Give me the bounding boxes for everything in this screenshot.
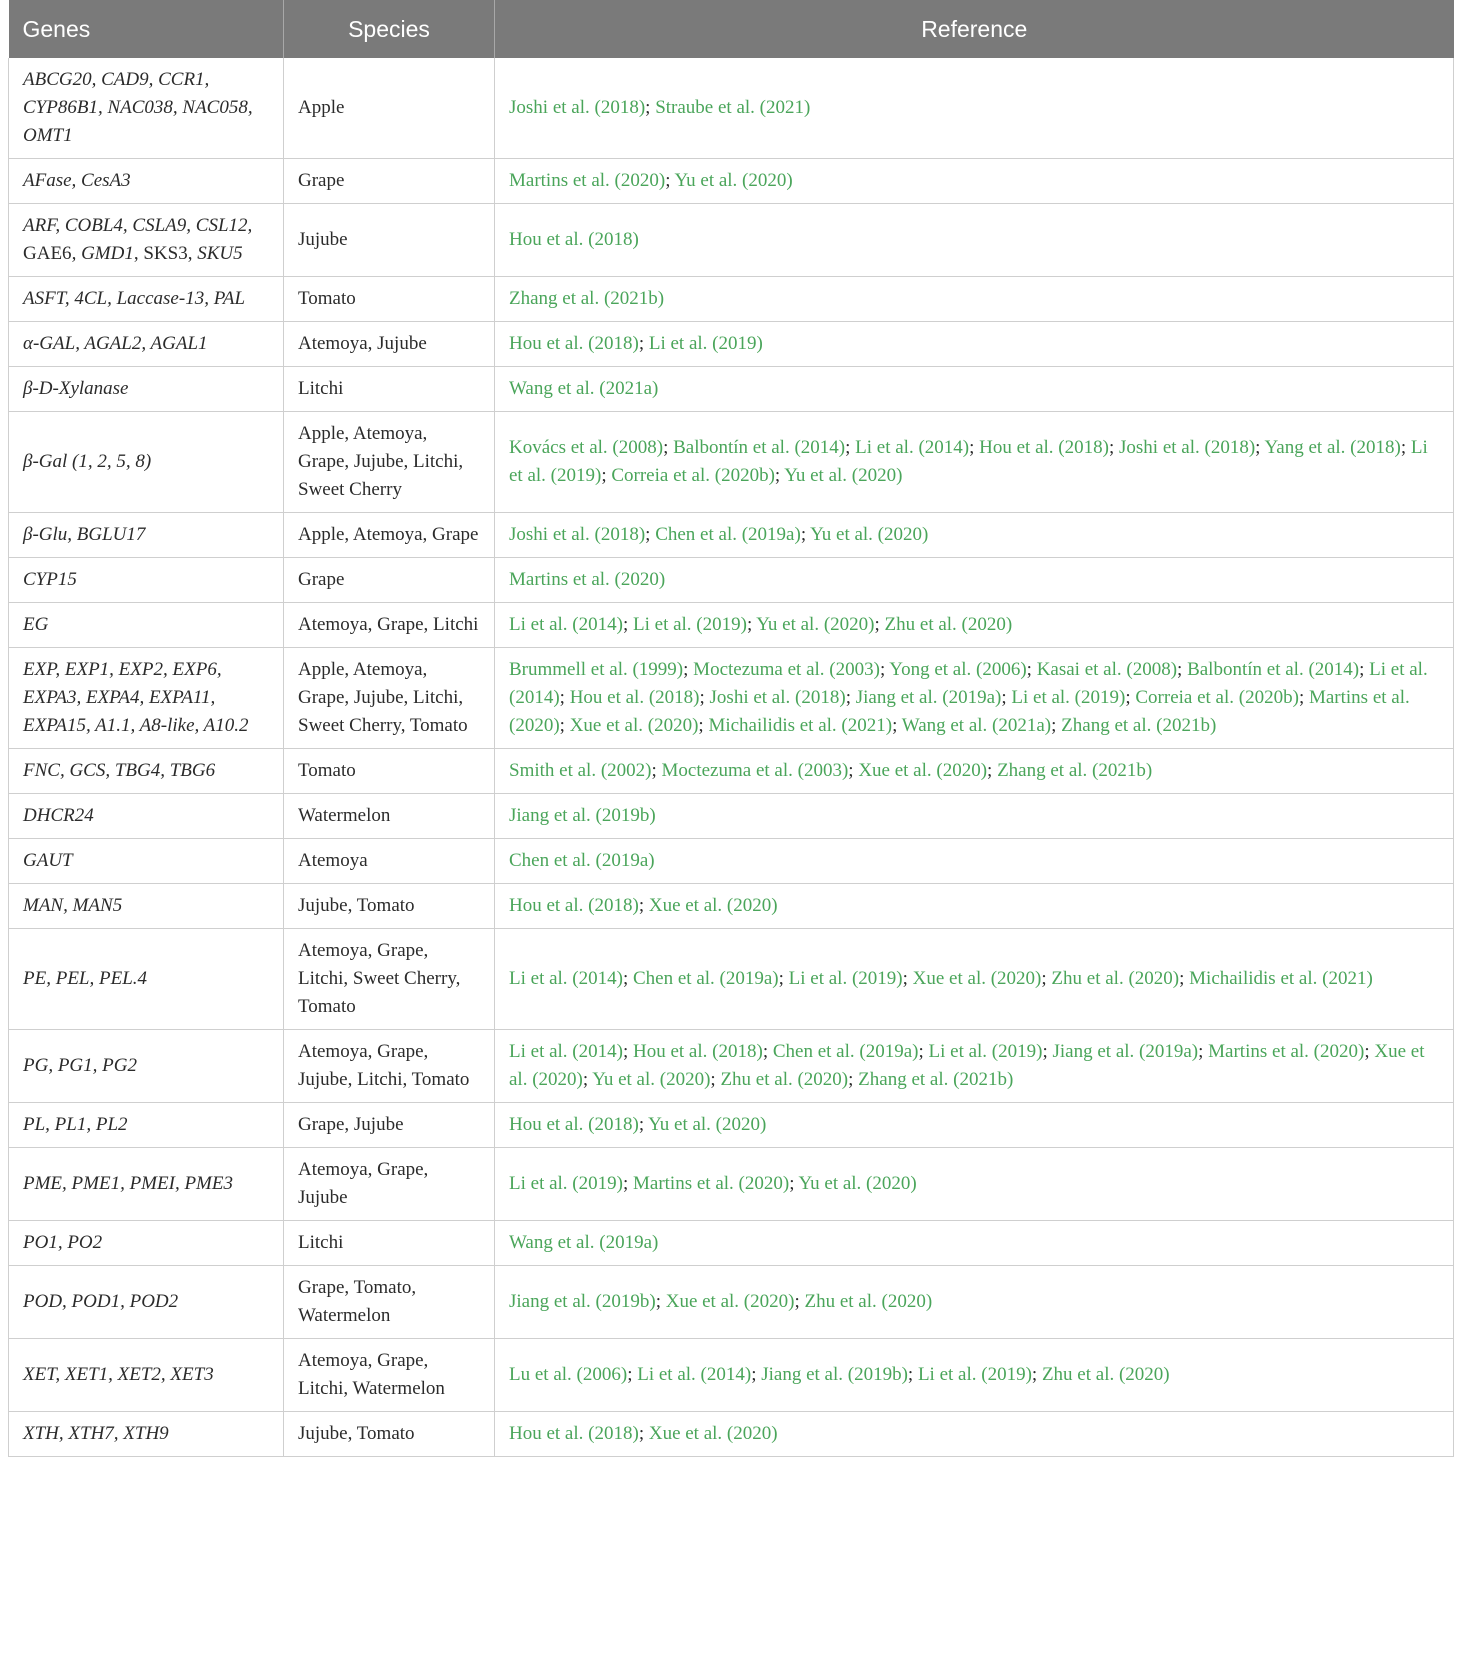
table-header <box>9 0 1454 58</box>
reference-separator: ; <box>622 968 633 989</box>
reference-link[interactable]: Jiang et al. (2019a) <box>855 687 1002 708</box>
header-species: Species <box>284 0 495 58</box>
reference-separator: ; <box>1298 687 1309 708</box>
table-row <box>9 648 1454 749</box>
reference-link[interactable]: Yu et al. (2020) <box>592 1069 711 1090</box>
species-cell: Atemoya <box>284 839 495 884</box>
reference-link[interactable]: Michailidis et al. (2021) <box>1189 968 1373 989</box>
species-cell: Atemoya, Grape, Litchi <box>284 603 495 648</box>
reference-separator: ; <box>800 524 811 545</box>
species-cell: Atemoya, Grape, Litchi, Sweet Cherry, Tomato <box>284 929 495 1030</box>
reference-separator: ; <box>1026 659 1037 680</box>
reference-cell <box>495 929 1454 1030</box>
reference-link[interactable]: Joshi et al. (2018) <box>1119 437 1256 458</box>
reference-link[interactable]: Hou et al. (2018) <box>509 895 639 916</box>
gene-text: EXP, EXP1, EXP2, EXP6, EXPA3, EXPA4, EXPA11, EXPA15, A1.1, A8-like, A10.2 <box>23 659 249 736</box>
reference-link[interactable]: Hou et al. (2018) <box>633 1041 763 1062</box>
reference-link[interactable]: Chen et al. (2019a) <box>633 968 779 989</box>
reference-cell <box>495 277 1454 322</box>
gene-text: GMD1 <box>81 243 134 264</box>
reference-cell <box>495 794 1454 839</box>
reference-separator: ; <box>683 659 694 680</box>
reference-link[interactable]: Li et al. (2019) <box>648 333 763 354</box>
genes-cell <box>9 1103 284 1148</box>
reference-separator: ; <box>663 437 674 458</box>
species-cell: Grape <box>284 159 495 204</box>
reference-separator: ; <box>1255 437 1265 458</box>
reference-link[interactable]: Hou et al. (2018) <box>509 1114 639 1135</box>
reference-link[interactable]: Jiang et al. (2019b) <box>761 1364 908 1385</box>
reference-separator: ; <box>879 659 890 680</box>
table-row <box>9 884 1454 929</box>
species-cell: Jujube, Tomato <box>284 1412 495 1457</box>
genes-cell <box>9 749 284 794</box>
table-row <box>9 1339 1454 1412</box>
table-row <box>9 1103 1454 1148</box>
reference-link[interactable]: Li et al. (2014) <box>509 968 623 989</box>
genes-cell <box>9 884 284 929</box>
table-row <box>9 558 1454 603</box>
reference-link[interactable]: Zhu et al. (2020) <box>804 1291 933 1312</box>
reference-separator: ; <box>751 1364 762 1385</box>
reference-link[interactable]: Wang et al. (2021a) <box>901 715 1052 736</box>
header-row <box>9 0 1454 58</box>
gene-text: ASFT, 4CL, Laccase-13, PAL <box>23 288 246 309</box>
genes-cell <box>9 513 284 558</box>
genes-cell <box>9 929 284 1030</box>
gene-text: ABCG20, CAD9, CCR1, CYP86B1, NAC038, NAC058, OMT1 <box>23 69 253 146</box>
reference-separator: ; <box>651 760 662 781</box>
reference-separator: ; <box>638 895 649 916</box>
reference-separator: ; <box>1179 968 1190 989</box>
reference-separator: ; <box>559 687 570 708</box>
reference-separator: ; <box>582 1069 593 1090</box>
header-reference: Reference <box>495 0 1454 58</box>
reference-link[interactable]: Lu et al. (2006) <box>509 1364 628 1385</box>
reference-separator: ; <box>1042 1041 1053 1062</box>
reference-link[interactable]: Martins et al. (2020) <box>509 569 666 590</box>
reference-separator: ; <box>1359 659 1370 680</box>
table-row <box>9 159 1454 204</box>
reference-link[interactable]: Li et al. (2019) <box>788 968 903 989</box>
gene-text: , <box>71 243 82 264</box>
reference-link[interactable]: Kasai et al. (2008) <box>1036 659 1178 680</box>
reference-separator: ; <box>902 968 913 989</box>
species-cell: Litchi <box>284 1221 495 1266</box>
reference-link[interactable]: Hou et al. (2018) <box>509 333 639 354</box>
reference-cell <box>495 412 1454 513</box>
genes-cell <box>9 159 284 204</box>
reference-link[interactable]: Joshi et al. (2018) <box>709 687 846 708</box>
genes-cell <box>9 367 284 412</box>
reference-cell <box>495 1412 1454 1457</box>
gene-text: FNC, GCS, TBG4, TBG6 <box>23 760 216 781</box>
reference-separator: ; <box>1031 1364 1042 1385</box>
species-cell: Grape, Jujube <box>284 1103 495 1148</box>
reference-cell <box>495 58 1454 159</box>
gene-text: GAUT <box>23 850 73 871</box>
gene-text: β-D-Xylanase <box>23 378 129 399</box>
reference-cell <box>495 558 1454 603</box>
reference-link[interactable]: Hou et al. (2018) <box>509 1423 639 1444</box>
reference-separator: ; <box>778 968 789 989</box>
reference-separator: ; <box>969 437 980 458</box>
species-cell: Apple, Atemoya, Grape, Jujube, Litchi, Sweet Cherry <box>284 412 495 513</box>
reference-link[interactable]: Li et al. (2019) <box>633 614 747 635</box>
reference-cell <box>495 1339 1454 1412</box>
gene-text: XTH, XTH7, XTH9 <box>23 1423 169 1444</box>
reference-link[interactable]: Yong et al. (2006) <box>889 659 1027 680</box>
gene-text: PE, PEL, PEL.4 <box>23 968 148 989</box>
reference-separator: ; <box>1041 968 1052 989</box>
reference-link[interactable]: Yu et al. (2020) <box>648 1114 767 1135</box>
reference-separator: ; <box>1364 1041 1375 1062</box>
species-cell: Apple <box>284 58 495 159</box>
reference-separator: ; <box>638 1423 649 1444</box>
reference-separator: ; <box>655 1291 666 1312</box>
reference-separator: ; <box>762 1041 773 1062</box>
reference-separator: ; <box>1001 687 1012 708</box>
reference-link[interactable]: Yu et al. (2020) <box>798 1173 917 1194</box>
reference-separator: ; <box>710 1069 721 1090</box>
reference-link[interactable]: Straube et al. (2021) <box>655 97 811 118</box>
reference-link[interactable]: Li et al. (2019) <box>509 1173 623 1194</box>
reference-cell <box>495 749 1454 794</box>
reference-link[interactable]: Yu et al. (2020) <box>674 170 793 191</box>
reference-link[interactable]: Wang et al. (2019a) <box>509 1232 659 1253</box>
table-row <box>9 1030 1454 1103</box>
reference-cell <box>495 367 1454 412</box>
reference-link[interactable]: Zhang et al. (2021b) <box>509 288 665 309</box>
genes-cell <box>9 412 284 513</box>
reference-link[interactable]: Chen et al. (2019a) <box>509 850 655 871</box>
reference-cell <box>495 1266 1454 1339</box>
reference-link[interactable]: Xue et al. (2020) <box>858 760 988 781</box>
reference-link[interactable]: Yu et al. (2020) <box>784 465 903 486</box>
reference-separator: ; <box>789 1173 799 1194</box>
gene-text: SKU5 <box>197 243 243 264</box>
reference-separator: ; <box>848 1069 859 1090</box>
reference-cell <box>495 603 1454 648</box>
genes-cell <box>9 558 284 603</box>
reference-link[interactable]: Martins et al. (2020) <box>633 1173 790 1194</box>
reference-separator: ; <box>559 715 570 736</box>
reference-separator: ; <box>1125 687 1136 708</box>
reference-link[interactable]: Joshi et al. (2018) <box>509 97 646 118</box>
reference-link[interactable]: Jiang et al. (2019b) <box>509 1291 656 1312</box>
reference-link[interactable]: Li et al. (2019) <box>928 1041 1043 1062</box>
table-row <box>9 58 1454 159</box>
reference-link[interactable]: Moctezuma et al. (2003) <box>661 760 849 781</box>
reference-link[interactable]: Correia et al. (2020b) <box>1135 687 1299 708</box>
reference-separator: ; <box>892 715 902 736</box>
reference-separator: ; <box>987 760 998 781</box>
table-row <box>9 367 1454 412</box>
genes-cell <box>9 277 284 322</box>
reference-link[interactable]: Xue et al. (2020) <box>648 1423 778 1444</box>
reference-separator: ; <box>874 614 885 635</box>
table-row <box>9 839 1454 884</box>
reference-cell <box>495 204 1454 277</box>
table-row <box>9 513 1454 558</box>
reference-cell <box>495 1148 1454 1221</box>
reference-separator: ; <box>601 465 612 486</box>
gene-text: AFase, CesA3 <box>23 170 131 191</box>
species-cell: Apple, Atemoya, Grape <box>284 513 495 558</box>
reference-link[interactable]: Li et al. (2014) <box>855 437 970 458</box>
reference-link[interactable]: Li et al. (2014) <box>509 614 623 635</box>
reference-link[interactable]: Zhu et al. (2020) <box>1041 1364 1170 1385</box>
reference-link[interactable]: Li et al. (2014) <box>509 659 1428 708</box>
species-cell: Grape, Tomato, Watermelon <box>284 1266 495 1339</box>
reference-separator: ; <box>638 333 649 354</box>
reference-separator: ; <box>1198 1041 1209 1062</box>
reference-separator: ; <box>746 614 757 635</box>
reference-separator: ; <box>638 1114 649 1135</box>
header-genes: Genes <box>9 0 284 58</box>
gene-text: SKS3, <box>138 243 198 264</box>
genes-cell <box>9 1030 284 1103</box>
species-cell: Jujube <box>284 204 495 277</box>
reference-link[interactable]: Yu et al. (2020) <box>810 524 929 545</box>
reference-separator: ; <box>848 760 859 781</box>
table-row <box>9 1148 1454 1221</box>
reference-separator: ; <box>1051 715 1062 736</box>
genes-cell <box>9 603 284 648</box>
reference-link[interactable]: Moctezuma et al. (2003) <box>693 659 880 680</box>
reference-link[interactable]: Hou et al. (2018) <box>509 229 639 250</box>
genes-cell <box>9 1266 284 1339</box>
gene-text: EG <box>23 614 49 635</box>
reference-separator: ; <box>622 1041 633 1062</box>
reference-link[interactable]: Xue et al. (2020) <box>665 1291 795 1312</box>
reference-link[interactable]: Xue et al. (2020) <box>509 1041 1425 1090</box>
reference-separator: ; <box>845 437 856 458</box>
reference-link[interactable]: Li et al. (2014) <box>509 1041 623 1062</box>
reference-link[interactable]: Zhang et al. (2021b) <box>997 760 1153 781</box>
gene-text: , <box>133 243 139 264</box>
reference-link[interactable]: Jiang et al. (2019a) <box>1052 1041 1199 1062</box>
gene-text: α-GAL, AGAL2, AGAL1 <box>23 333 208 354</box>
table-row <box>9 1412 1454 1457</box>
gene-text: CYP15 <box>23 569 77 590</box>
reference-separator: ; <box>907 1364 918 1385</box>
reference-link[interactable]: Li et al. (2019) <box>509 437 1428 486</box>
table-body <box>9 58 1454 1457</box>
species-cell: Atemoya, Grape, Litchi, Watermelon <box>284 1339 495 1412</box>
reference-link[interactable]: Correia et al. (2020b) <box>611 465 775 486</box>
species-cell: Jujube, Tomato <box>284 884 495 929</box>
reference-cell <box>495 159 1454 204</box>
table-row <box>9 412 1454 513</box>
reference-link[interactable]: Li et al. (2019) <box>917 1364 1032 1385</box>
reference-separator: ; <box>665 170 675 191</box>
reference-separator: ; <box>699 687 710 708</box>
reference-separator: ; <box>645 97 656 118</box>
species-cell: Grape <box>284 558 495 603</box>
reference-link[interactable]: Zhu et al. (2020) <box>720 1069 849 1090</box>
reference-link[interactable]: Zhang et al. (2021b) <box>858 1069 1014 1090</box>
reference-link[interactable]: Wang et al. (2021a) <box>509 378 659 399</box>
genes-cell <box>9 648 284 749</box>
table-row <box>9 204 1454 277</box>
species-cell: Litchi <box>284 367 495 412</box>
reference-link[interactable]: Xue et al. (2020) <box>569 715 699 736</box>
species-cell: Apple, Atemoya, Grape, Jujube, Litchi, Sweet Cherry, Tomato <box>284 648 495 749</box>
table-row <box>9 277 1454 322</box>
table-row <box>9 794 1454 839</box>
reference-link[interactable]: Xue et al. (2020) <box>648 895 778 916</box>
reference-link[interactable]: Martins et al. (2020) <box>509 170 666 191</box>
reference-separator: ; <box>1108 437 1119 458</box>
genes-cell <box>9 1221 284 1266</box>
reference-separator: ; <box>794 1291 805 1312</box>
gene-text: XET, XET1, XET2, XET3 <box>23 1364 214 1385</box>
reference-link[interactable]: Martins et al. (2020) <box>1208 1041 1365 1062</box>
genes-cell <box>9 794 284 839</box>
reference-separator: ; <box>627 1364 638 1385</box>
genes-cell <box>9 1412 284 1457</box>
reference-cell <box>495 839 1454 884</box>
reference-cell <box>495 1030 1454 1103</box>
species-cell: Atemoya, Grape, Jujube <box>284 1148 495 1221</box>
reference-cell <box>495 1103 1454 1148</box>
reference-separator: ; <box>1177 659 1188 680</box>
gene-text: POD, POD1, POD2 <box>23 1291 179 1312</box>
reference-link[interactable]: Hou et al. (2018) <box>979 437 1109 458</box>
reference-link[interactable]: Chen et al. (2019a) <box>655 524 801 545</box>
reference-link[interactable]: Smith et al. (2002) <box>509 760 652 781</box>
reference-separator: ; <box>622 614 633 635</box>
gene-text: PO1, PO2 <box>23 1232 103 1253</box>
reference-link[interactable]: Xue et al. (2020) <box>912 968 1042 989</box>
gene-text: PME, PME1, PMEI, PME3 <box>23 1173 233 1194</box>
species-cell: Tomato <box>284 277 495 322</box>
gene-text: PG, PG1, PG2 <box>23 1055 137 1076</box>
gene-text: MAN, MAN5 <box>23 895 123 916</box>
table-row <box>9 322 1454 367</box>
table-row <box>9 1221 1454 1266</box>
species-cell: Atemoya, Grape, Jujube, Litchi, Tomato <box>284 1030 495 1103</box>
species-cell: Tomato <box>284 749 495 794</box>
genes-cell <box>9 1339 284 1412</box>
table-row <box>9 929 1454 1030</box>
gene-text: β-Glu, BGLU17 <box>23 524 146 545</box>
reference-separator: ; <box>845 687 856 708</box>
genes-table <box>8 0 1454 1457</box>
reference-cell <box>495 648 1454 749</box>
reference-link[interactable]: Yu et al. (2020) <box>756 614 875 635</box>
reference-link[interactable]: Zhang et al. (2021b) <box>1061 715 1217 736</box>
reference-link[interactable]: Zhu et al. (2020) <box>1051 968 1180 989</box>
reference-link[interactable]: Yang et al. (2018) <box>1264 437 1401 458</box>
gene-text: β-Gal (1, 2, 5, 8) <box>23 451 152 472</box>
reference-link[interactable]: Hou et al. (2018) <box>569 687 700 708</box>
reference-link[interactable]: Martins et al. (2020) <box>509 687 1410 736</box>
table-row <box>9 749 1454 794</box>
reference-cell <box>495 322 1454 367</box>
reference-link[interactable]: Kovács et al. (2008) <box>509 437 664 458</box>
species-cell: Watermelon <box>284 794 495 839</box>
reference-link[interactable]: Jiang et al. (2019b) <box>509 805 656 826</box>
reference-link[interactable]: Balbontín et al. (2014) <box>1187 659 1360 680</box>
reference-link[interactable]: Li et al. (2019) <box>1011 687 1126 708</box>
reference-link[interactable]: Brummell et al. (1999) <box>509 659 684 680</box>
table-row <box>9 1266 1454 1339</box>
reference-link[interactable]: Li et al. (2014) <box>637 1364 752 1385</box>
reference-separator: ; <box>918 1041 929 1062</box>
reference-link[interactable]: Joshi et al. (2018) <box>509 524 646 545</box>
reference-link[interactable]: Michailidis et al. (2021) <box>708 715 893 736</box>
genes-cell <box>9 322 284 367</box>
genes-cell <box>9 1148 284 1221</box>
reference-link[interactable]: Zhu et al. (2020) <box>884 614 1013 635</box>
reference-separator: ; <box>622 1173 633 1194</box>
reference-cell <box>495 1221 1454 1266</box>
reference-cell <box>495 884 1454 929</box>
reference-cell <box>495 513 1454 558</box>
reference-separator: ; <box>1400 437 1411 458</box>
reference-separator: ; <box>645 524 656 545</box>
genes-cell <box>9 58 284 159</box>
genes-cell <box>9 839 284 884</box>
reference-separator: ; <box>698 715 709 736</box>
reference-link[interactable]: Chen et al. (2019a) <box>772 1041 919 1062</box>
species-cell: Atemoya, Jujube <box>284 322 495 367</box>
gene-text: PL, PL1, PL2 <box>23 1114 128 1135</box>
gene-text: GAE6 <box>23 243 72 264</box>
reference-separator: ; <box>774 465 785 486</box>
reference-link[interactable]: Balbontín et al. (2014) <box>673 437 846 458</box>
table-row <box>9 603 1454 648</box>
gene-text: ARF, COBL4, CSLA9, CSL12, <box>23 215 253 236</box>
genes-cell <box>9 204 284 277</box>
gene-text: DHCR24 <box>23 805 94 826</box>
